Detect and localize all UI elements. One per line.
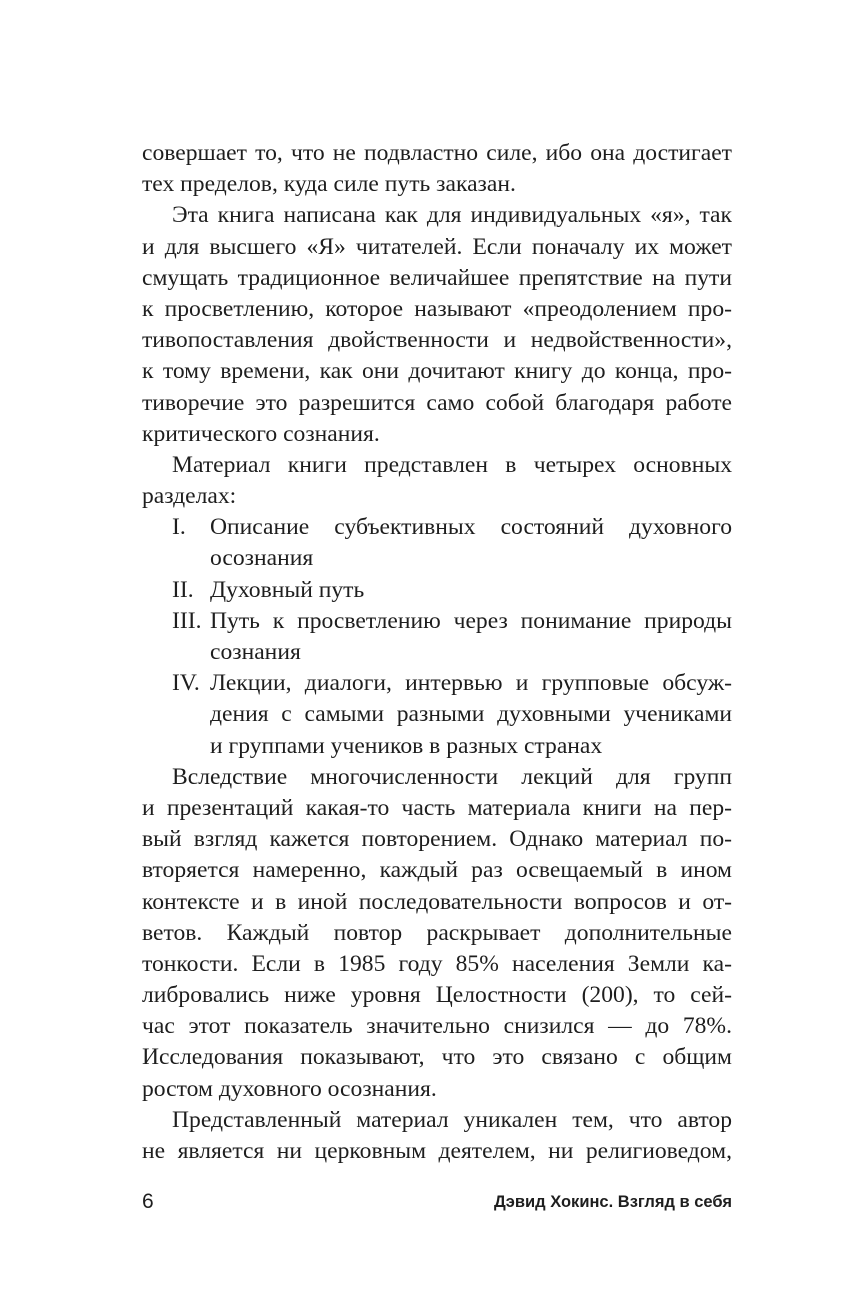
- text-line: не является ни церковным деятелем, ни религиоведом,: [142, 1138, 732, 1164]
- running-title: Дэвид Хокинс. Взгляд в себя: [493, 1193, 732, 1211]
- text-line: либровались ниже уровня Целостности (200), то сей-: [142, 982, 732, 1009]
- text-line: тиворечие это разрешится само собой благодаря работе: [142, 389, 732, 416]
- list-item: [142, 606, 732, 668]
- text-line: вый взгляд кажется повторением. Однако материал по-: [142, 826, 732, 853]
- text-line: тонкости. Если в 1985 году 85% населения Земли ка-: [142, 950, 732, 977]
- list-item-number: IV.: [172, 670, 200, 697]
- text-line: к просветлению, которое называют «преодолением про-: [142, 295, 732, 322]
- text-line: и презентаций какая-то часть материала книги на пер-: [142, 794, 732, 821]
- text-line: смущать традиционное величайшее препятствие на пути: [142, 264, 732, 291]
- text-line: вторяется намеренно, каждый раз освещаемый в ином: [142, 857, 732, 884]
- list-item-text: дения с самыми разными духовными учениками: [210, 701, 732, 728]
- text-line: ветов. Каждый повтор раскрывает дополнительные: [142, 919, 732, 946]
- page-footer: [142, 1190, 732, 1218]
- list-item-text: и группами учеников в разных странах: [210, 732, 603, 759]
- list-item-number: I.: [172, 514, 186, 541]
- list-item-text: сознания: [210, 639, 301, 665]
- text-line: критического сознания.: [142, 420, 380, 447]
- text-line: Эта книга написана как для индивидуальных «я», так: [172, 202, 732, 229]
- paragraph: [142, 200, 732, 450]
- text-line: час этот показатель значительно снизился — до 78%.: [142, 1013, 732, 1040]
- list-item-number: III.: [172, 607, 202, 634]
- text-line: Материал книги представлен в четырех основных: [172, 451, 732, 478]
- text-line: к тому времени, как они дочитают книгу до конца, про-: [142, 358, 732, 385]
- list-item-number: II.: [172, 576, 194, 603]
- page-body: [142, 138, 732, 1167]
- text-line: ростом духовного осознания.: [142, 1075, 437, 1102]
- list-item-text: Лекции, диалоги, интервью и групповые обсуж-: [210, 670, 732, 697]
- text-line: и для высшего «Я» читателей. Если поначалу их может: [142, 233, 732, 260]
- page-number: 6: [142, 1190, 154, 1213]
- text-line: тивопоставления двойственности и недвойственности»,: [142, 327, 732, 354]
- text-line: тех пределов, куда силе путь заказан.: [142, 171, 516, 198]
- section-list: [142, 512, 732, 762]
- list-item-text: осознания: [210, 545, 314, 572]
- list-item: [142, 668, 732, 762]
- paragraph: [142, 450, 732, 512]
- text-line: Вследствие многочисленности лекций для групп: [172, 763, 732, 790]
- list-item: [142, 512, 732, 574]
- text-line: совершает то, что не подвластно силе, ибо она достигает: [142, 140, 732, 166]
- paragraph: [142, 138, 732, 200]
- list-item-text: Путь к просветлению через понимание природы: [210, 607, 732, 634]
- paragraph: [142, 762, 732, 1105]
- text-line: разделах:: [142, 483, 237, 510]
- list-item-text: Описание субъективных состояний духовного: [210, 514, 732, 541]
- text-line: Исследования показывают, что это связано с общим: [142, 1044, 732, 1071]
- paragraph: [142, 1105, 732, 1167]
- text-line: контексте и в иной последовательности вопросов и от-: [142, 888, 732, 915]
- text-line: Представленный материал уникален тем, что автор: [172, 1106, 732, 1133]
- list-item-text: Духовный путь: [210, 576, 365, 603]
- list-item: [142, 575, 732, 606]
